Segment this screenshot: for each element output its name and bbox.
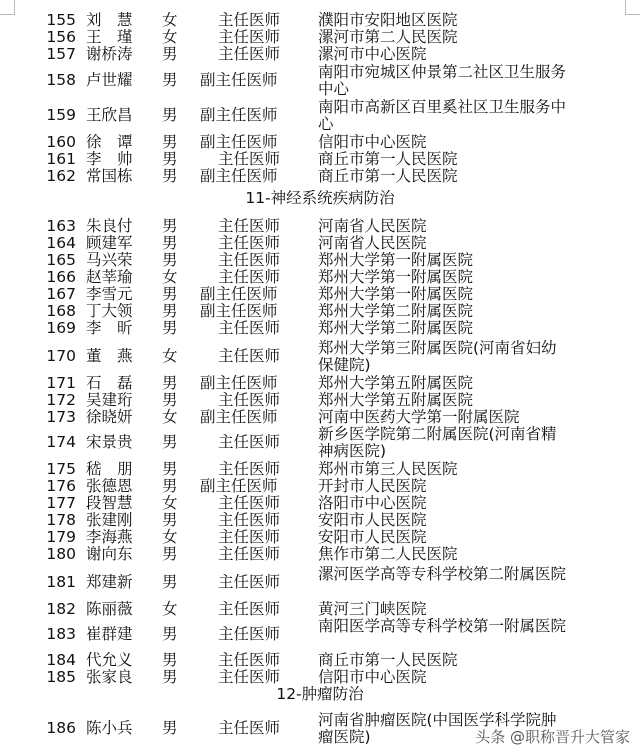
row-number: 185 bbox=[46, 668, 76, 686]
doctor-sex: 女 bbox=[162, 408, 178, 426]
hospital-name: 信阳市中心医院 bbox=[318, 133, 427, 151]
hospital-name: 郑州大学第一附属医院 bbox=[318, 285, 474, 303]
doctor-name: 王 瑾 bbox=[86, 28, 133, 46]
page-corner-mark bbox=[0, 0, 15, 15]
doctor-title: 主任医师 bbox=[218, 234, 281, 252]
doctor-title: 主任医师 bbox=[218, 391, 281, 409]
doctor-sex: 男 bbox=[162, 234, 178, 252]
row-number: 156 bbox=[46, 28, 76, 46]
row-number: 171 bbox=[46, 374, 76, 392]
hospital-name: 郑州大学第五附属医院 bbox=[318, 391, 474, 409]
hospital-name: 安阳市人民医院 bbox=[318, 511, 427, 529]
section-title-tumor: 12-肿瘤防治 bbox=[276, 685, 364, 703]
row-number: 163 bbox=[46, 217, 76, 235]
row-number: 186 bbox=[46, 719, 76, 737]
doctor-title: 副主任医师 bbox=[200, 167, 278, 185]
doctor-sex: 男 bbox=[162, 573, 178, 591]
doctor-name: 李雪元 bbox=[86, 285, 133, 303]
doctor-sex: 男 bbox=[162, 391, 178, 409]
doctor-name: 谢桥涛 bbox=[86, 45, 133, 63]
hospital-name: 黄河三门峡医院 bbox=[318, 600, 427, 618]
doctor-name: 李 昕 bbox=[86, 319, 133, 337]
row-number: 167 bbox=[46, 285, 76, 303]
doctor-name: 朱良付 bbox=[86, 217, 133, 235]
doctor-sex: 女 bbox=[162, 28, 178, 46]
hospital-name: 河南省人民医院 bbox=[318, 234, 427, 252]
row-number: 160 bbox=[46, 133, 76, 151]
doctor-sex: 男 bbox=[162, 319, 178, 337]
doctor-sex: 男 bbox=[162, 719, 178, 737]
hospital-name: 河南中医药大学第一附属医院 bbox=[318, 408, 520, 426]
row-number: 157 bbox=[46, 45, 76, 63]
doctor-sex: 女 bbox=[162, 494, 178, 512]
doctor-sex: 男 bbox=[162, 285, 178, 303]
hospital-name: 南阳医学高等专科学校第一附属医院 bbox=[318, 617, 567, 635]
doctor-title: 主任医师 bbox=[218, 625, 281, 643]
doctor-title: 副主任医师 bbox=[200, 302, 278, 320]
doctor-sex: 男 bbox=[162, 477, 178, 495]
doctor-name: 吴建珩 bbox=[86, 391, 133, 409]
doctor-sex: 男 bbox=[162, 545, 178, 563]
hospital-name: 郑州大学第二附属医院 bbox=[318, 319, 474, 337]
doctor-title: 主任医师 bbox=[218, 268, 281, 286]
doctor-title: 主任医师 bbox=[218, 28, 281, 46]
hospital-name: 商丘市第一人民医院 bbox=[318, 167, 458, 185]
row-number: 183 bbox=[46, 625, 76, 643]
doctor-name: 李海燕 bbox=[86, 528, 133, 546]
doctor-name: 代允义 bbox=[86, 651, 133, 669]
row-number: 174 bbox=[46, 433, 76, 451]
doctor-sex: 男 bbox=[162, 217, 178, 235]
doctor-title: 主任医师 bbox=[218, 600, 281, 618]
doctor-title: 主任医师 bbox=[218, 319, 281, 337]
doctor-sex: 女 bbox=[162, 11, 178, 29]
hospital-name: 洛阳市中心医院 bbox=[318, 494, 427, 512]
doctor-title: 副主任医师 bbox=[200, 71, 278, 89]
doctor-sex: 男 bbox=[162, 251, 178, 269]
doctor-name: 陈小兵 bbox=[86, 719, 133, 737]
doctor-name: 徐 谭 bbox=[86, 133, 133, 151]
hospital-name: 信阳市中心医院 bbox=[318, 668, 427, 686]
row-number: 173 bbox=[46, 408, 76, 426]
row-number: 169 bbox=[46, 319, 76, 337]
row-number: 165 bbox=[46, 251, 76, 269]
row-number: 158 bbox=[46, 71, 76, 89]
doctor-name: 王欣昌 bbox=[86, 106, 133, 124]
doctor-sex: 男 bbox=[162, 167, 178, 185]
row-number: 164 bbox=[46, 234, 76, 252]
doctor-title: 主任医师 bbox=[218, 668, 281, 686]
row-number: 172 bbox=[46, 391, 76, 409]
doctor-sex: 男 bbox=[162, 511, 178, 529]
doctor-name: 徐晓妍 bbox=[86, 408, 133, 426]
doctor-title: 主任医师 bbox=[218, 150, 281, 168]
hospital-name: 郑州市第三人民医院 bbox=[318, 460, 458, 478]
hospital-name: 安阳市人民医院 bbox=[318, 528, 427, 546]
hospital-name: 漯河市第二人民医院 bbox=[318, 28, 458, 46]
row-number: 170 bbox=[46, 347, 76, 365]
doctor-title: 主任医师 bbox=[218, 511, 281, 529]
row-number: 180 bbox=[46, 545, 76, 563]
hospital-name: 南阳市宛城区仲景第二社区卫生服务中心 bbox=[318, 63, 567, 98]
doctor-title: 主任医师 bbox=[218, 494, 281, 512]
row-number: 175 bbox=[46, 460, 76, 478]
hospital-name: 郑州大学第五附属医院 bbox=[318, 374, 474, 392]
doctor-sex: 男 bbox=[162, 302, 178, 320]
doctor-title: 副主任医师 bbox=[200, 374, 278, 392]
doctor-name: 赵莘瑜 bbox=[86, 268, 133, 286]
hospital-name: 郑州大学第三附属医院(河南省妇幼保健院) bbox=[318, 339, 557, 374]
doctor-title: 副主任医师 bbox=[200, 408, 278, 426]
doctor-sex: 男 bbox=[162, 45, 178, 63]
doctor-title: 主任医师 bbox=[218, 545, 281, 563]
doctor-name: 陈丽薇 bbox=[86, 600, 133, 618]
row-number: 178 bbox=[46, 511, 76, 529]
doctor-sex: 男 bbox=[162, 71, 178, 89]
doctor-sex: 男 bbox=[162, 625, 178, 643]
hospital-name: 郑州大学第一附属医院 bbox=[318, 251, 474, 269]
doctor-name: 宋景贵 bbox=[86, 433, 133, 451]
section-title-neuro: 11-神经系统疾病防治 bbox=[245, 189, 395, 207]
doctor-title: 主任医师 bbox=[218, 460, 281, 478]
hospital-name: 郑州大学第二附属医院 bbox=[318, 302, 474, 320]
doctor-name: 郑建新 bbox=[86, 573, 133, 591]
doctor-sex: 男 bbox=[162, 133, 178, 151]
hospital-name: 漯河市中心医院 bbox=[318, 45, 427, 63]
hospital-name: 商丘市第一人民医院 bbox=[318, 651, 458, 669]
doctor-title: 主任医师 bbox=[218, 217, 281, 235]
hospital-name: 南阳市高新区百里奚社区卫生服务中心 bbox=[318, 98, 567, 133]
doctor-name: 段智慧 bbox=[86, 494, 133, 512]
row-number: 179 bbox=[46, 528, 76, 546]
doctor-name: 顾建军 bbox=[86, 234, 133, 252]
doctor-title: 副主任医师 bbox=[200, 477, 278, 495]
row-number: 176 bbox=[46, 477, 76, 495]
doctor-name: 张建刚 bbox=[86, 511, 133, 529]
doctor-sex: 男 bbox=[162, 150, 178, 168]
hospital-name: 河南省肿瘤医院(中国医学科学院肿瘤医院) bbox=[318, 711, 557, 746]
doctor-name: 张家良 bbox=[86, 668, 133, 686]
doctor-name: 丁大领 bbox=[86, 302, 133, 320]
row-number: 177 bbox=[46, 494, 76, 512]
hospital-name: 河南省人民医院 bbox=[318, 217, 427, 235]
doctor-name: 刘 慧 bbox=[86, 11, 133, 29]
hospital-name: 焦作市第二人民医院 bbox=[318, 545, 458, 563]
doctor-title: 主任医师 bbox=[218, 11, 281, 29]
row-number: 168 bbox=[46, 302, 76, 320]
doctor-sex: 女 bbox=[162, 600, 178, 618]
watermark: 头条 @职称晋升大管家 bbox=[475, 728, 630, 746]
doctor-sex: 男 bbox=[162, 106, 178, 124]
hospital-name: 漯河医学高等专科学校第二附属医院 bbox=[318, 565, 567, 583]
hospital-name: 郑州大学第一附属医院 bbox=[318, 268, 474, 286]
hospital-name: 开封市人民医院 bbox=[318, 477, 427, 495]
doctor-title: 主任医师 bbox=[218, 651, 281, 669]
doctor-sex: 女 bbox=[162, 268, 178, 286]
doctor-name: 张德恩 bbox=[86, 477, 133, 495]
page-corner-mark bbox=[625, 0, 640, 15]
doctor-name: 常国栋 bbox=[86, 167, 133, 185]
doctor-sex: 男 bbox=[162, 374, 178, 392]
row-number: 184 bbox=[46, 651, 76, 669]
doctor-name: 李 帅 bbox=[86, 150, 133, 168]
doctor-title: 主任医师 bbox=[218, 347, 281, 365]
doctor-name: 谢向东 bbox=[86, 545, 133, 563]
row-number: 181 bbox=[46, 573, 76, 591]
hospital-name: 濮阳市安阳地区医院 bbox=[318, 11, 458, 29]
doctor-title: 副主任医师 bbox=[200, 285, 278, 303]
row-number: 159 bbox=[46, 106, 76, 124]
doctor-title: 主任医师 bbox=[218, 251, 281, 269]
doctor-sex: 男 bbox=[162, 651, 178, 669]
doctor-title: 副主任医师 bbox=[200, 106, 278, 124]
doctor-sex: 男 bbox=[162, 460, 178, 478]
doctor-title: 主任医师 bbox=[218, 528, 281, 546]
doctor-title: 主任医师 bbox=[218, 719, 281, 737]
doctor-sex: 男 bbox=[162, 433, 178, 451]
doctor-title: 主任医师 bbox=[218, 433, 281, 451]
doctor-name: 崔群建 bbox=[86, 625, 133, 643]
row-number: 161 bbox=[46, 150, 76, 168]
row-number: 182 bbox=[46, 600, 76, 618]
hospital-name: 新乡医学院第二附属医院(河南省精神病医院) bbox=[318, 425, 557, 460]
doctor-name: 石 磊 bbox=[86, 374, 133, 392]
doctor-title: 副主任医师 bbox=[200, 133, 278, 151]
doctor-title: 主任医师 bbox=[218, 45, 281, 63]
doctor-title: 主任医师 bbox=[218, 573, 281, 591]
hospital-name: 商丘市第一人民医院 bbox=[318, 150, 458, 168]
doctor-sex: 男 bbox=[162, 668, 178, 686]
doctor-name: 卢世耀 bbox=[86, 71, 133, 89]
row-number: 166 bbox=[46, 268, 76, 286]
row-number: 162 bbox=[46, 167, 76, 185]
doctor-sex: 女 bbox=[162, 528, 178, 546]
doctor-name: 马兴荣 bbox=[86, 251, 133, 269]
doctor-name: 嵇 朋 bbox=[86, 460, 133, 478]
row-number: 155 bbox=[46, 11, 76, 29]
doctor-sex: 女 bbox=[162, 347, 178, 365]
doctor-name: 董 燕 bbox=[86, 347, 133, 365]
